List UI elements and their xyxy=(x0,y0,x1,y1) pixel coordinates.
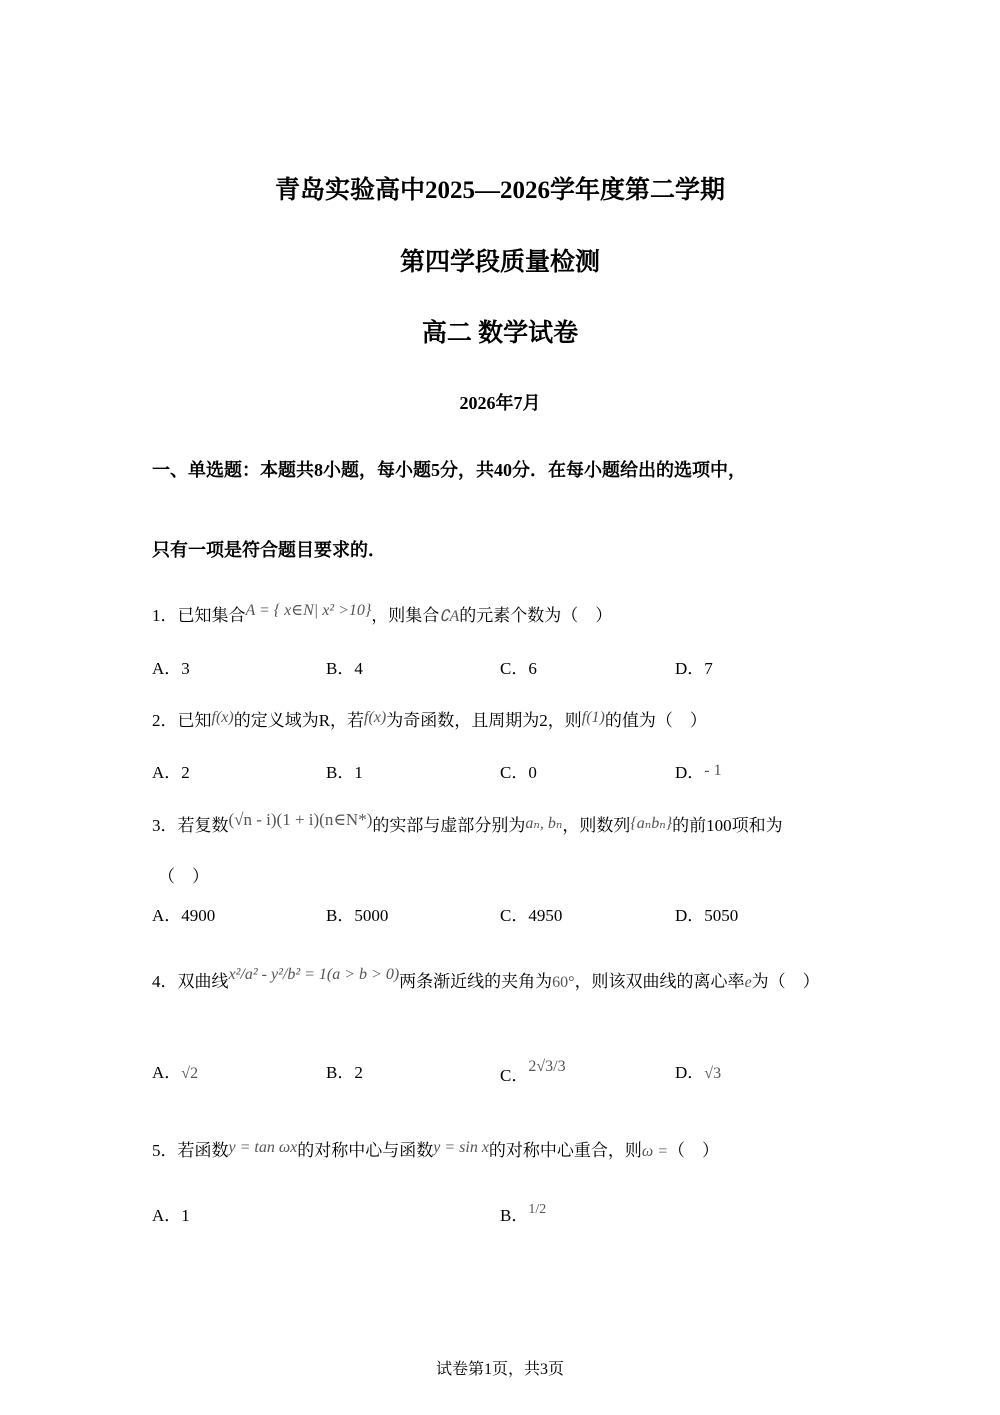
q4-option-d: D．√3 xyxy=(675,1063,722,1082)
question-3-blank: （ ） xyxy=(158,867,209,886)
section-heading-line-2: 只有一项是符合题目要求的． xyxy=(152,540,386,560)
question-3-stem: 3．若复数(√n - i)(1 + i)(n∈N*)的实部与虚部分别为aₙ, bₙ，则数列{aₙbₙ}的前100项和为 xyxy=(152,810,783,835)
question-1-stem: 1．已知集合A = { x∈N| x² >10}，则集合∁A的元素个数为（ ） xyxy=(152,602,613,625)
title-line-1: 青岛实验高中2025—2026学年度第二学期 xyxy=(274,177,725,204)
q5-option-a: A．1 xyxy=(152,1206,190,1225)
q2-option-a: A．2 xyxy=(152,763,190,782)
q3-option-d: D．5050 xyxy=(675,906,739,925)
hyperbola-equation: x²/a² - y²/b² = 1(a > b > 0) xyxy=(228,966,400,983)
question-4-stem: 4．双曲线x²/a² - y²/b² = 1(a > b > 0)两条渐近线的夹角为60°，则该双曲线的离心率e为（ ） xyxy=(152,966,820,991)
set-a-formula: A = { x∈N| x² >10} xyxy=(245,602,372,619)
q2-option-d: D．- 1 xyxy=(675,762,722,782)
exam-date: 2026年7月 xyxy=(459,393,541,413)
q2-option-c: C．0 xyxy=(500,763,537,782)
q4-option-a: A．√2 xyxy=(152,1063,199,1082)
q1-option-d: D．7 xyxy=(675,659,713,678)
fraction-2sqrt3-over-3: 2√3/3 xyxy=(528,1058,566,1075)
q3-option-b: B．5000 xyxy=(326,906,389,925)
section-heading-line-1: 一、单选题：本题共8小题，每小题5分，共40分．在每小题给出的选项中， xyxy=(152,460,746,480)
title-line-3: 高二 数学试卷 xyxy=(421,320,579,347)
q2-option-b: B．1 xyxy=(326,763,363,782)
fraction-1-over-2: 1/2 xyxy=(528,1202,547,1217)
complement-a: ∁A xyxy=(439,608,460,625)
q1-option-c: C．6 xyxy=(500,659,537,678)
title-line-2: 第四学段质量检测 xyxy=(399,249,600,276)
question-5-stem: 5．若函数y = tan ωx的对称中心与函数y = sin x的对称中心重合，则ω =（ ） xyxy=(152,1139,720,1160)
page-footer: 试卷第1页，共3页 xyxy=(435,1361,564,1378)
question-2-stem: 2．已知f(x)的定义域为R，若f(x)为奇函数，且周期为2，则f(1)的值为（ ） xyxy=(152,709,707,730)
q1-option-b: B．4 xyxy=(326,659,363,678)
q3-option-a: A．4900 xyxy=(152,906,216,925)
q4-option-c: C．2√3/3 xyxy=(500,1058,566,1085)
q1-option-a: A．3 xyxy=(152,659,190,678)
complex-expression: (√n - i)(1 + i)(n∈N*) xyxy=(228,810,373,829)
q4-option-b: B．2 xyxy=(326,1063,363,1082)
q5-option-b: B．1/2 xyxy=(500,1202,547,1225)
q3-option-c: C．4950 xyxy=(500,906,563,925)
